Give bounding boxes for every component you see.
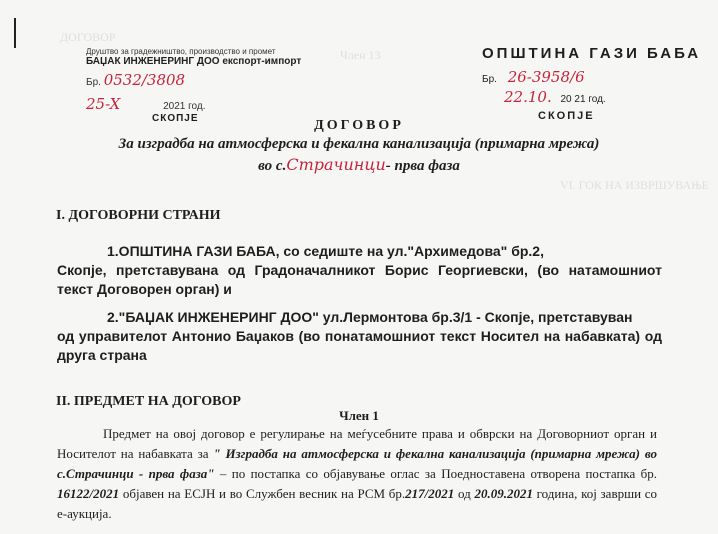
stamp-god-label: год.	[188, 101, 206, 112]
stamp-br-handwritten: 0532/3808	[103, 71, 186, 89]
body-text: објавен на ЕСЈН и во Службен весник на РСМ бр.	[122, 486, 406, 501]
stamp-year: 20 21	[560, 94, 586, 105]
stamp-date-row	[86, 95, 301, 113]
body-project-quote: " Изградба на атмосферска и фекална канализација (примарна мрежа) во с.Страчинци - прва фаза"	[57, 446, 658, 481]
party-2-paragraph	[57, 308, 662, 365]
party-2-rest: од управителот Антонио Баџаков (во понатамошниот текст Носител на набавката) од друга страна	[57, 328, 662, 363]
stamp-date-row	[482, 88, 701, 106]
stamp-municipality-title: ОПШТИНА ГАЗИ БАБА	[482, 45, 702, 62]
bleed-through-text: ДОГОВОР	[60, 30, 116, 44]
subtitle-prefix: во с.	[258, 158, 287, 174]
document-subtitle-line2	[0, 155, 718, 175]
body-procedure-number: 16122/2021	[57, 486, 120, 501]
stamp-date-handwritten: 25-X	[86, 95, 121, 113]
stamp-company-line1: Друштво за градежништво, производство и промет	[86, 47, 276, 56]
party-1-paragraph	[57, 242, 662, 299]
party-2-lead: 2."БАЏАК ИНЖЕНЕРИНГ ДОО" ул.Лермонтова бр.3/1 - Скопје, претставуван	[107, 309, 633, 325]
subtitle-suffix: - прва фаза	[385, 158, 460, 174]
bleed-through-text: VI. ГОК НА ИЗВРШУВАЊЕ	[560, 178, 709, 192]
article-1-paragraph	[57, 424, 657, 524]
body-date: 20.09.2021	[474, 486, 533, 501]
party-1-rest: Скопје, претставувана од Градоначалникот Борис Георгиевски, (во натамошниот текст Договорен орган) и	[57, 262, 662, 297]
body-text: Предмет на овој договор е регулирање на меѓусебните права и обврски на Договорниот орган и Носителот на набавката за	[57, 426, 657, 461]
body-text: година, кој заврши со е-аукција.	[57, 486, 658, 521]
body-text: – по постапка со објавување оглас за Поедноставена отворена постапка бр.	[219, 466, 658, 481]
document-subtitle-line1: За изградба на атмосферска и фекална канализација (примарна мрежа)	[118, 136, 600, 152]
stamp-br-label: Бр.	[86, 77, 101, 88]
scan-margin-mark	[14, 18, 16, 48]
subtitle-handwritten-village: Страчинци	[286, 155, 386, 174]
stamp-year: 2021	[163, 101, 186, 112]
body-text: од	[457, 486, 471, 501]
stamp-br-handwritten: 26-3958/6	[507, 68, 585, 86]
company-registry-stamp	[86, 47, 301, 124]
stamp-date-handwritten: 22.10.	[504, 88, 552, 106]
stamp-god-label: год.	[588, 94, 606, 105]
bleed-through-text: Член 13	[340, 48, 381, 62]
stamp-company-line2: БАЏАК ИНЖЕНЕРИНГ ДОО експорт-импорт	[86, 56, 302, 67]
article-heading: Член 1	[339, 408, 379, 423]
document-title: ДОГОВОР	[314, 118, 404, 133]
section-heading-subject: II. ПРЕДМЕТ НА ДОГОВОР	[56, 394, 241, 409]
stamp-br-label: Бр.	[482, 74, 497, 85]
stamp-number-row	[482, 68, 701, 86]
stamp-city: СКОПЈЕ	[538, 110, 595, 122]
party-1-lead: 1.ОПШТИНА ГАЗИ БАБА, со седиште на ул."Архимедова" бр.2,	[107, 243, 544, 259]
section-heading-parties: I. ДОГОВОРНИ СТРАНИ	[56, 208, 221, 223]
stamp-city: СКОПЈЕ	[152, 113, 199, 124]
stamp-number-row	[86, 71, 301, 89]
body-gazette-number: 217/2021	[405, 486, 455, 501]
municipality-registry-stamp	[482, 45, 701, 122]
